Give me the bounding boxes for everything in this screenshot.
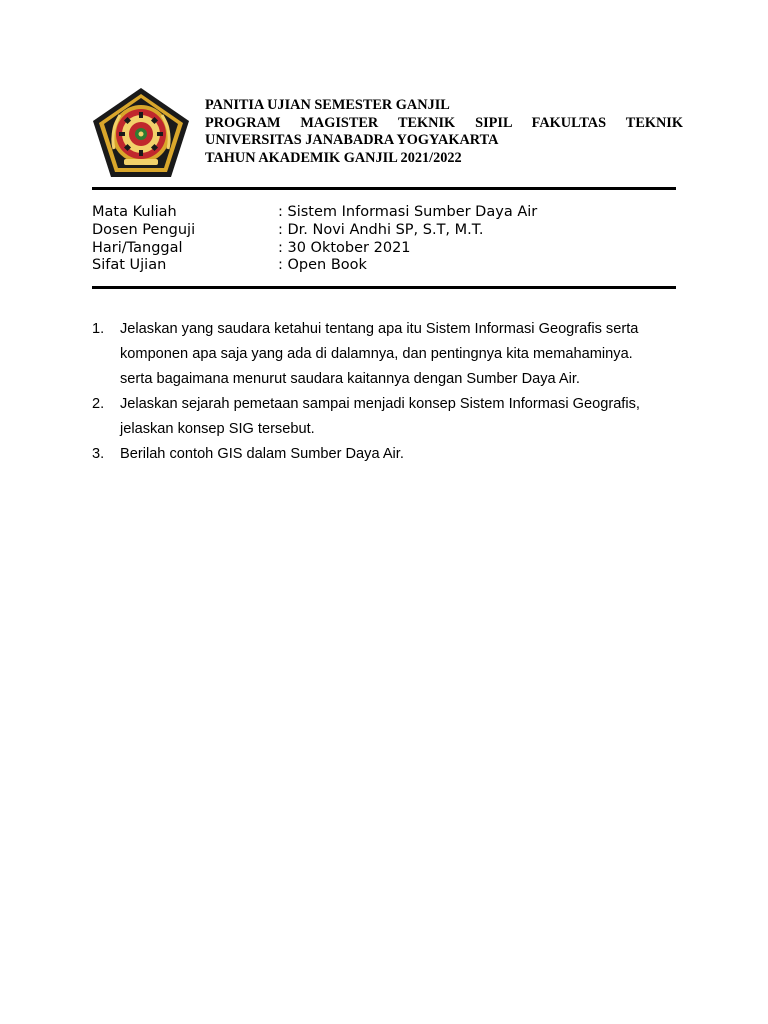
question-item [92,317,680,392]
info-label: Dosen Penguji [92,221,196,238]
info-label: Mata Kuliah [92,204,177,220]
exam-info [92,204,537,275]
question-line: Jelaskan yang saudara ketahui tentang apa itu Sistem Informasi Geografis serta [120,321,639,337]
question-number: 1. [92,321,105,337]
info-divider [92,286,676,289]
question-text [120,317,680,392]
info-label: Hari/Tanggal [92,239,183,256]
question-line: jelaskan konsep SIG tersebut. [120,421,315,437]
question-text [120,392,680,442]
question-item [92,392,680,442]
question-line: serta bagaimana menurut saudara kaitannya dengan Sumber Daya Air. [120,371,580,387]
question-number: 2. [92,396,105,412]
university-seal-icon [92,87,190,179]
info-row-date [92,240,537,258]
program-title: PROGRAM MAGISTER TEKNIK SIPIL FAKULTAS TEKNIK [205,114,683,131]
question-text [120,442,680,467]
header-divider [92,187,676,190]
info-row-examiner [92,222,537,240]
info-value: : 30 Oktober 2021 [278,239,411,256]
question-line: komponen apa saja yang ada di dalamnya, dan pentingnya kita memahaminya. [120,346,633,362]
university-title: UNIVERSITAS JANABADRA YOGYAKARTA [205,132,499,148]
exam-header [205,97,683,167]
question-line: Berilah contoh GIS dalam Sumber Daya Air. [120,446,404,462]
info-value: : Dr. Novi Andhi SP, S.T, M.T. [278,221,484,238]
question-number: 3. [92,446,105,462]
info-row-course [92,204,537,222]
info-value: : Open Book [278,257,367,274]
info-value: : Sistem Informasi Sumber Daya Air [278,204,538,220]
question-list [92,317,680,467]
info-label: Sifat Ujian [92,257,167,274]
info-row-exam-type [92,257,537,275]
question-item [92,442,680,467]
committee-title: PANITIA UJIAN SEMESTER GANJIL [205,97,450,113]
academic-year: TAHUN AKADEMIK GANJIL 2021/2022 [205,149,462,166]
question-line: Jelaskan sejarah pemetaan sampai menjadi konsep Sistem Informasi Geografis, [120,396,640,412]
